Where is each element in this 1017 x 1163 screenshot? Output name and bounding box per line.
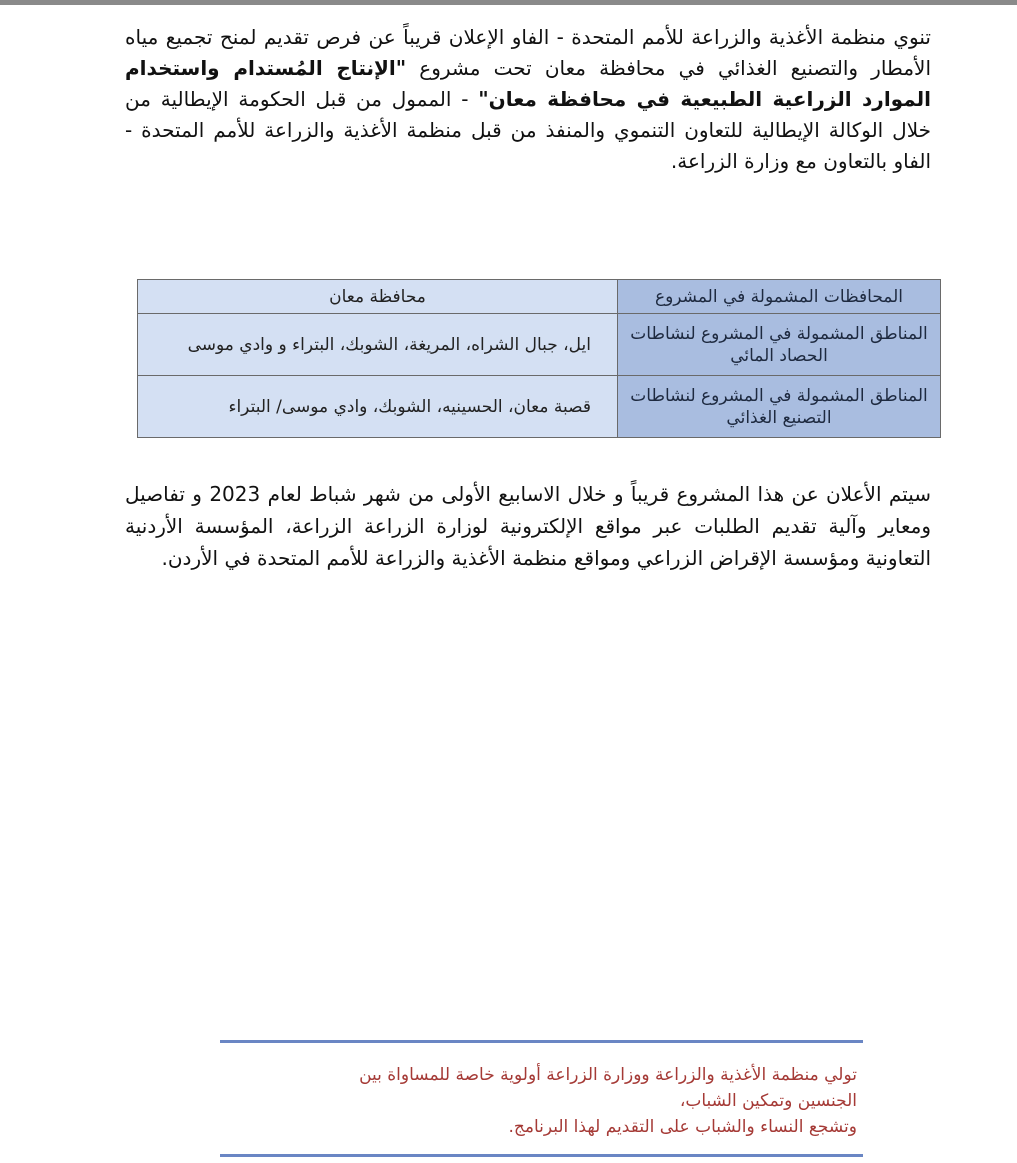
- project-title: "الإنتاج المُستدام واستخدام الموارد الزراعية الطبيعية في محافظة معان": [125, 56, 931, 111]
- footer-top-divider: [220, 1040, 863, 1043]
- announcement-year: 2023: [209, 482, 261, 506]
- table-row-value: ايل، جبال الشراه، المريغة، الشوبك، البتراء و وادي موسى: [138, 314, 618, 376]
- table-row: [138, 314, 941, 376]
- table-row-value: محافظة معان: [138, 280, 618, 314]
- project-scope-table: [137, 279, 941, 438]
- footer-bottom-divider: [220, 1154, 863, 1157]
- intro-text-after: - الممول من قبل الحكومة الإيطالية من خلال الوكالة الإيطالية للتعاون التنموي والمنفذ من قبل منظمة الأغذية والزراعة للأمم المتحدة - الفاو بالتعاون مع وزارة الزراعة.: [125, 87, 931, 173]
- table-row-header: المناطق المشمولة في المشروع لنشاطات التصنيع الغذائي: [618, 376, 941, 438]
- footer-note-line-2: الجنسين وتمكين الشباب،: [679, 1091, 857, 1111]
- footer-note-line-1: تولي منظمة الأغذية والزراعة ووزارة الزراعة أولوية خاصة للمساواة بين: [359, 1065, 857, 1085]
- announcement-text-part2: و تفاصيل ومعاير وآلية تقديم الطلبات عبر مواقع الإلكترونية لوزارة الزراعة الزراعة، المؤسسة الأردنية التعاونية ومؤسسة الإقراض الزراعي ومواقع منظمة الأغذية والزراعة للأمم المتحدة في الأردن.: [125, 482, 931, 570]
- announcement-paragraph: [125, 478, 931, 574]
- footer-note-line-3: وتشجع النساء والشباب على التقديم لهذا البرنامج.: [508, 1117, 857, 1137]
- table-row: [138, 280, 941, 314]
- footer-note: [225, 1062, 857, 1140]
- intro-text-before: تنوي منظمة الأغذية والزراعة للأمم المتحدة - الفاو الإعلان قريباً عن فرص تقديم لمنح تجميع مياه الأمطار والتصنيع الغذائي في محافظة معان تحت مشروع: [125, 25, 931, 80]
- top-edge-bar: [0, 0, 1017, 5]
- announcement-text-part1: سيتم الأعلان عن هذا المشروع قريباً و خلال الاسابيع الأولى من شهر شباط لعام: [260, 482, 931, 506]
- table-row-header: المناطق المشمولة في المشروع لنشاطات الحصاد المائي: [618, 314, 941, 376]
- table-row-header: المحافظات المشمولة في المشروع: [618, 280, 941, 314]
- table-row-value: قصبة معان، الحسينيه، الشوبك، وادي موسى/ البتراء: [138, 376, 618, 438]
- intro-paragraph: [125, 22, 931, 177]
- table-row: [138, 376, 941, 438]
